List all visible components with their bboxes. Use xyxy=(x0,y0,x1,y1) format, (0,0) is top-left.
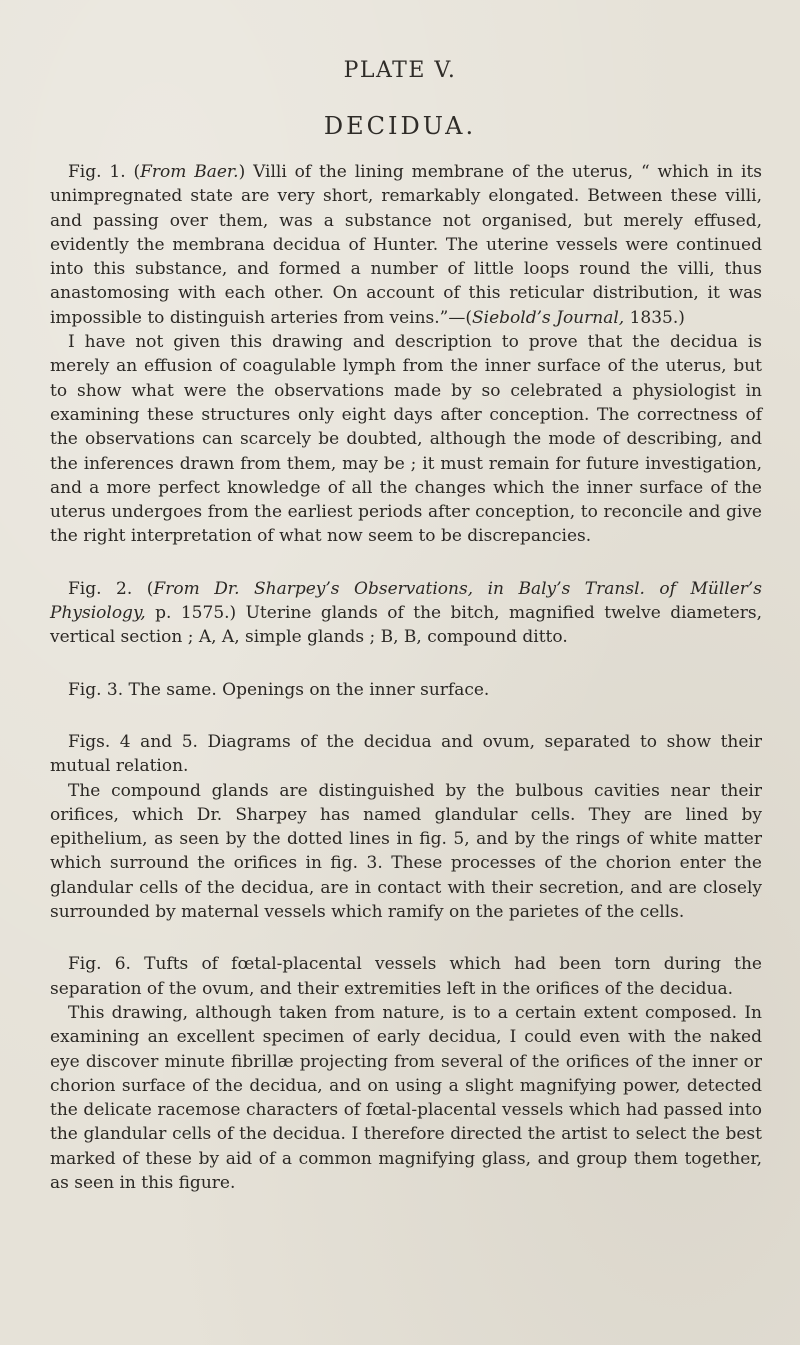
paragraph-fig6-comment xyxy=(50,1001,762,1195)
text-run: Siebold’s Journal, xyxy=(472,307,625,328)
text-run: Fig. 2. ( xyxy=(68,578,154,599)
text-run: 1835.) xyxy=(624,307,685,328)
page-title: DECIDUA. xyxy=(323,112,477,140)
body-text xyxy=(50,160,762,1195)
text-run: The compound glands are distinguished by the bulbous cavities near their orifices, which Dr. Sharpey has named glandular cells. They are lined by epithelium, as seen by the dotted lines in fig. 5, and by the rings of white matter which surround the orifices in fig. 3. These processes of the chorion enter the glandular cells of the decidua, are in contact with their secretion, and are closely surrounded by maternal vessels which ramify on the parietes of the cells. xyxy=(50,780,762,923)
text-run: ) Villi of the lining membrane of the uterus, “ which in its unimpregnated state are very short, remarkably elongated. Between these villi, and passing over them, was a substance not organised, but merely effused, evidently the membrana decidua of Hunter. The uterine vessels were continued into this substance, and formed a number of little loops round the villi, thus anastomosing with each other. On account of this reticular distribution, it was impossible to distinguish arteries from veins.”—( xyxy=(50,162,762,328)
text-run: p. 1575.) Uterine glands of the bitch, magnified twelve diameters, vertical section ; A, A, simple glands ; B, B, compound ditto. xyxy=(50,603,762,648)
paragraph-fig1-comment xyxy=(50,330,762,549)
paragraph-fig1 xyxy=(50,160,762,330)
paragraph-fig6 xyxy=(50,952,762,1001)
text-run: From Dr. Sharpey’s Observations, in Baly’s Transl. of Müller’s Physiology, xyxy=(50,578,763,624)
plate-heading: PLATE V. xyxy=(343,58,457,83)
paragraph-fig3 xyxy=(50,678,762,702)
paragraph-fig2 xyxy=(50,577,762,650)
text-run: From Baer. xyxy=(140,162,239,182)
paragraph-fig4-5-comment xyxy=(50,779,762,925)
text-run: Figs. 4 and 5. Diagrams of the decidua and ovum, separated to show their mutual relation. xyxy=(50,731,762,777)
text-run: Fig. 6. Tufts of fœtal-placental vessels which had been torn during the separation of the ovum, and their extremities left in the orifices of the decidua. xyxy=(50,954,762,999)
text-run: This drawing, although taken from nature, is to a certain extent composed. In examining an excellent specimen of early decidua, I could even with the naked eye discover minute fibrillæ projecting from several of the orifices of the inner or chorion surface of the decidua, and on using a slight magnifying power, detected the delicate racemose characters of fœtal-placental vessels which had passed into the glandular cells of the decidua. I therefore directed the artist to select the best marked of these by aid of a common magnifying glass, and group them together, as seen in this figure. xyxy=(50,1002,762,1193)
text-run: I have not given this drawing and description to prove that the decidua is merely an effusion of coagulable lymph from the inner surface of the uterus, but to show what were the observations made by so celebrated a physiologist in examining these structures only eight days after conception. The correctness of the observations can scarcely be doubted, although the mode of describing, and the inferences drawn from them, may be ; it must remain for future investigation, and a more perfect knowledge of all the changes which the inner surface of the uterus undergoes from the earliest periods after conception, to reconcile and give the right interpretation of what now seem to be discrepancies. xyxy=(50,332,762,547)
text-run: Fig. 1. ( xyxy=(68,162,141,182)
text-run: Fig. 3. The same. Openings on the inner surface. xyxy=(68,679,490,700)
paragraph-fig4-5 xyxy=(50,730,762,779)
